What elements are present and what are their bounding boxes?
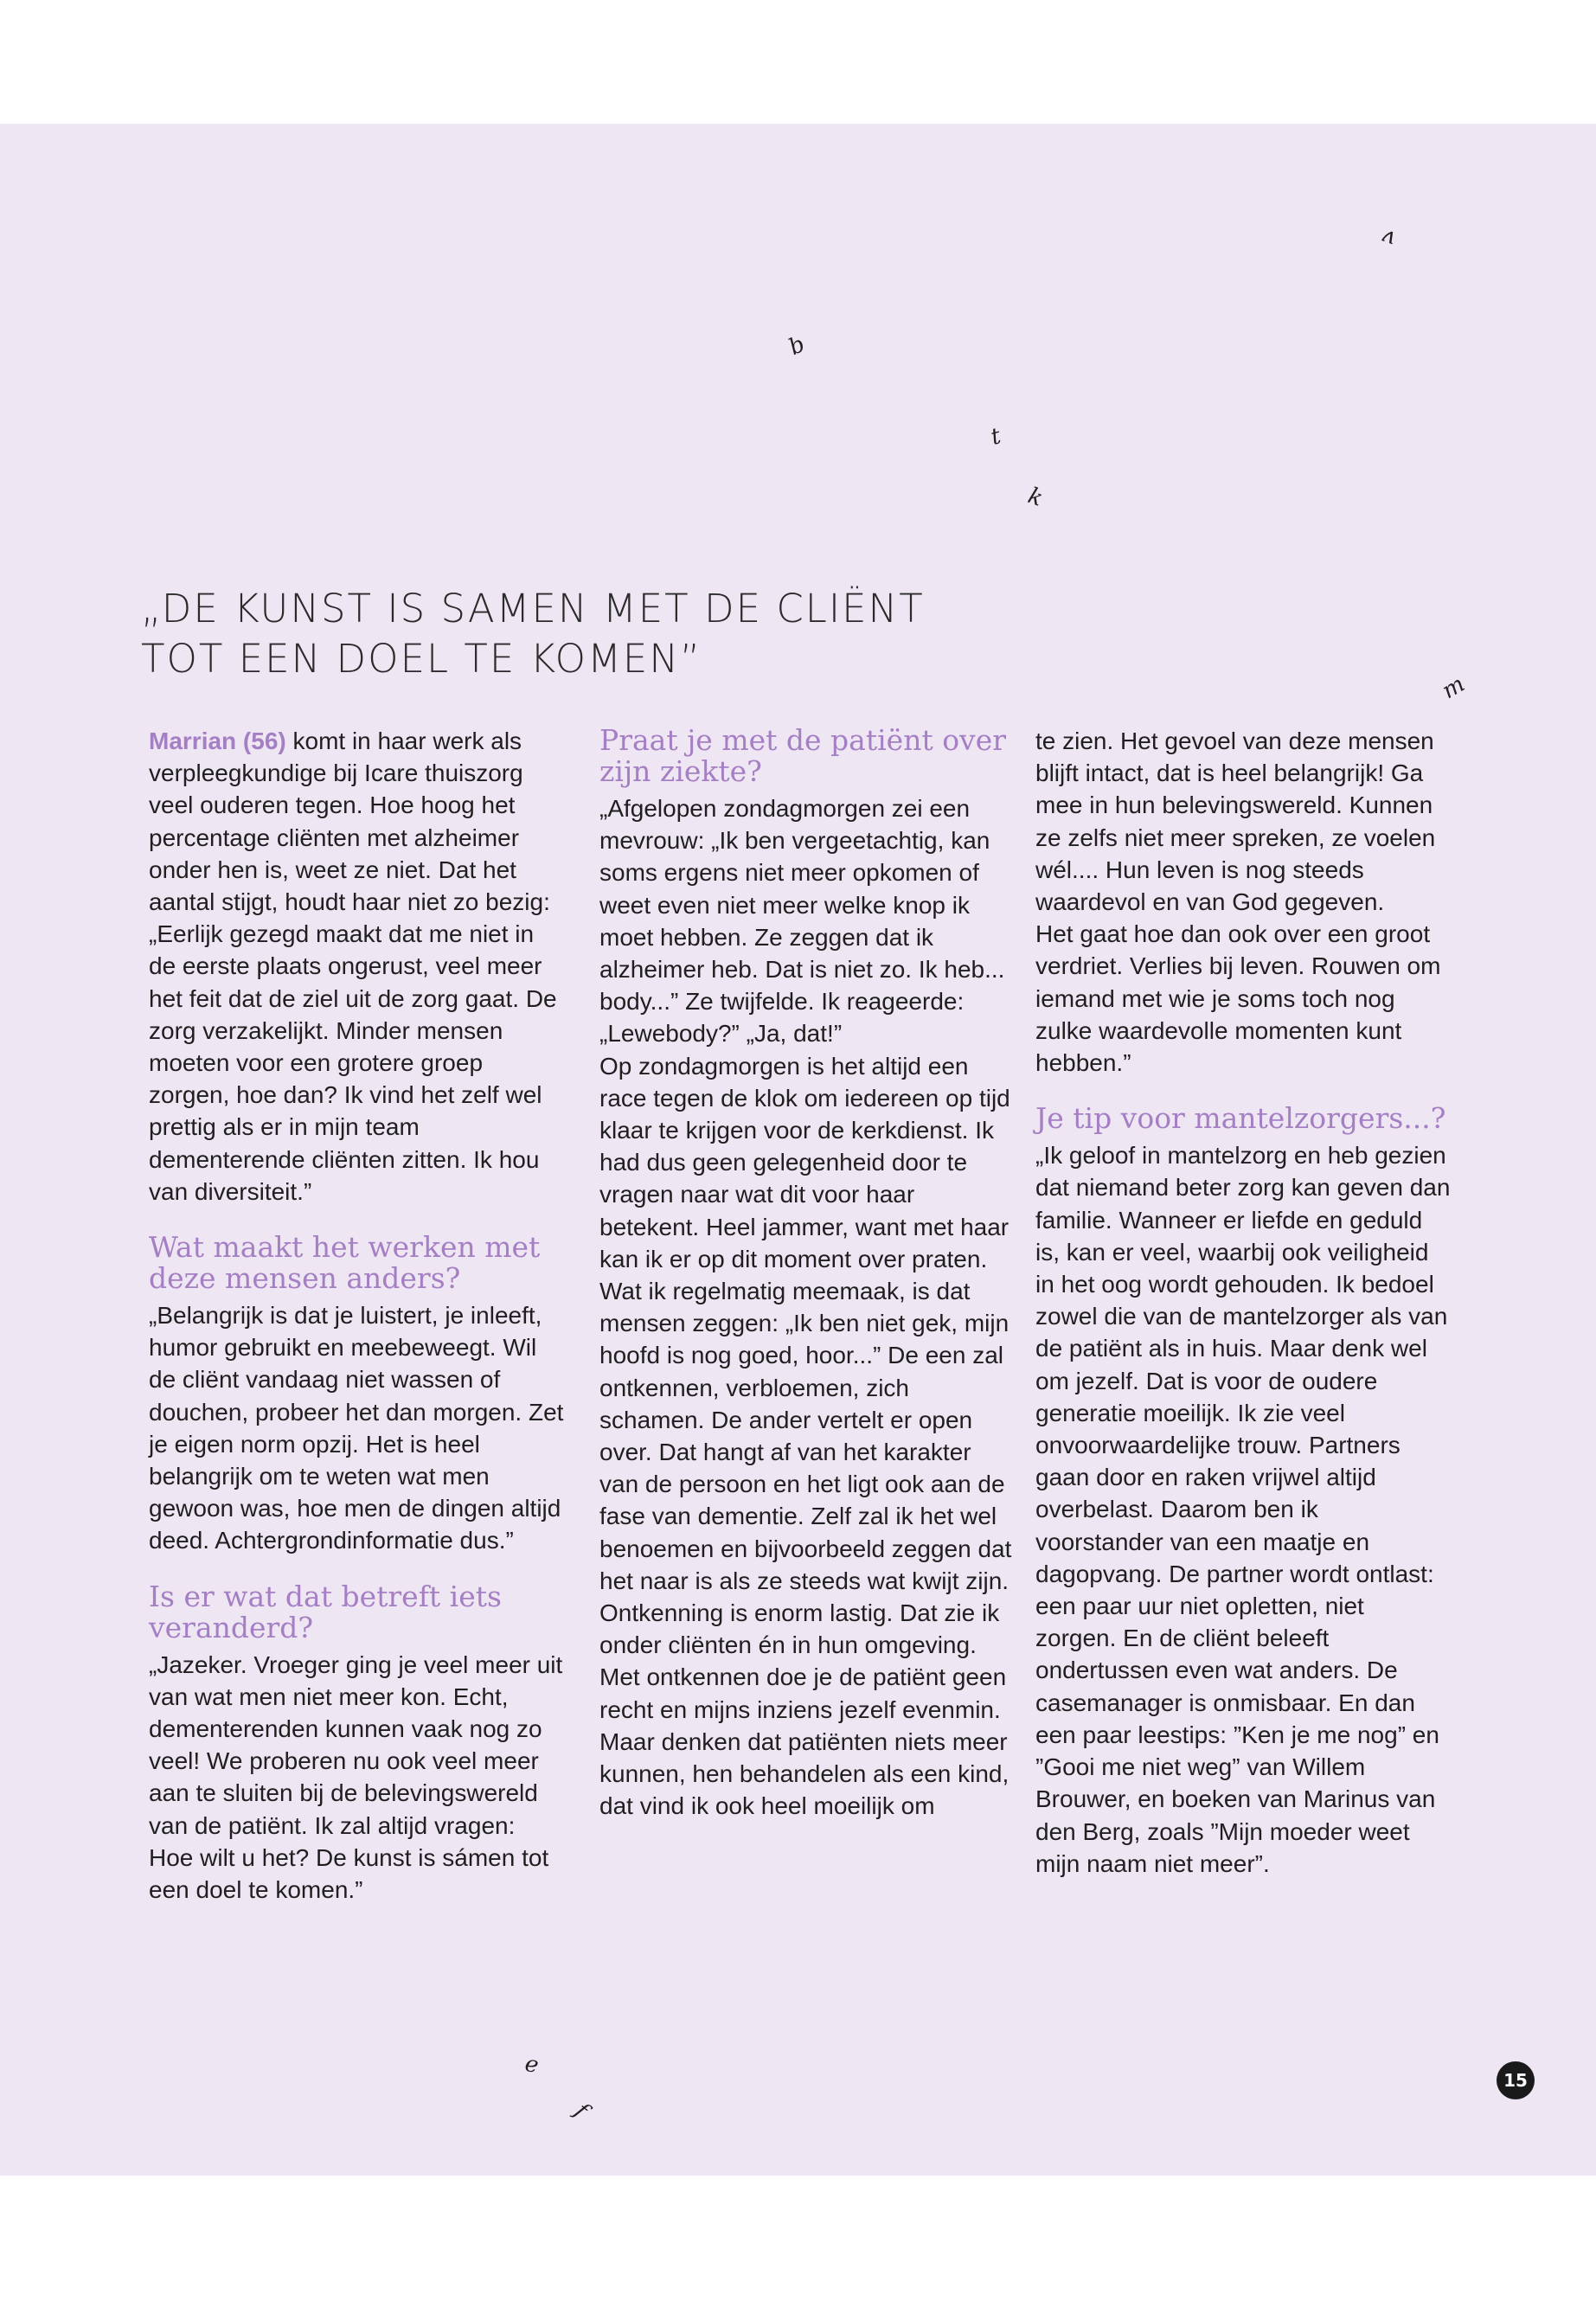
headline-line-2: TOT EEN DOEL TE KOMEN”	[141, 636, 702, 682]
headline-line-1: „DE KUNST IS SAMEN MET DE CLIËNT	[141, 586, 925, 631]
floating-letter-b: b	[785, 330, 810, 362]
page-number-badge: 15	[1497, 2061, 1535, 2099]
floating-letter-k: k	[1024, 483, 1047, 512]
answer-paragraph-4: „Ik geloof in mantelzorg en heb gezien dat niemand beter zorg kan geven dan familie. Wanneer er liefde en geduld is, kan er veel, waarbij ook veiligheid in het oog wordt gehouden. Ik bedoel zowel die van de mantelzorger als van de patiënt als in huis. Maar denk wel om jezelf. Dat is voor de oudere generatie moeilijk. Ik zie veel onvoorwaardelijke trouw. Partners gaan door en raken vrijwel altijd overbelast. Daarom ben ik voorstander van een maatje en dagopvang. De partner wordt ontlast: een paar uur niet opletten, niet zorgen. En de cliënt beleeft ondertussen even wat anders. De casemanager is onmisbaar. En dan een paar leestips: ”Ken je me nog” en ”Gooi me niet weg” van Willem Brouwer, en boeken van Marinus van den Berg, zoals ”Mijn moeder weet mijn naam niet meer”.	[1035, 1142, 1451, 1877]
article-column-3	[1035, 725, 1451, 1880]
answer-paragraph-3b: Op zondagmorgen is het altijd een race tegen de klok om iedereen op tijd klaar te krijgen voor de kerkdienst. Ik had dus geen gelegenheid door te vragen naar wat dit voor haar betekent. Heel jammer, want met haar kan ik er op dit moment over praten. Wat ik regelmatig meemaak, is dat mensen zeggen: „Ik ben niet gek, mijn hoofd is nog goed, hoor...” De een zal ontkennen, verbloemen, zich schamen. De ander vertelt er open over. Dat hangt af van het karakter van de persoon en het ligt ook aan de fase van dementie. Zelf zal ik het wel benoemen en bijvoorbeeld zeggen dat het naar is als ze steeds wat kwijt zijn. Ontkenning is enorm lastig. Dat zie ik onder cliënten én in hun omgeving. Met ontkennen doe je de patiënt geen recht en mijns inziens jezelf evenmin. Maar denken dat patiënten niets meer kunnen, hen behandelen als een kind, dat vind ik ook heel moeilijk om	[599, 1052, 1012, 1820]
floating-letter-m: m	[1438, 670, 1470, 705]
answer-paragraph-3a: „Afgelopen zondagmorgen zei een mevrouw: „Ik ben vergeetachtig, kan soms ergens niet meer opkomen of weet even niet meer welke knop ik moet hebben. Ze zeggen dat ik alzheimer heb. Dat is niet zo. Ik heb... body...” Ze twijfelde. Ik reageerde: „Lewebody?” „Ja, dat!”	[599, 795, 1005, 1048]
article-headline	[141, 584, 1006, 684]
answer-paragraph-3c: te zien. Het gevoel van deze mensen blijft intact, dat is heel belangrijk! Ga mee in hun belevingswereld. Kunnen ze zelfs niet meer spreken, ze voelen wél.... Hun leven is nog steeds waardevol en van God gegeven.	[1035, 727, 1436, 916]
answer-paragraph-2: „Jazeker. Vroeger ging je veel meer uit van wat men niet meer kon. Echt, dementerenden kunnen vaak nog zo veel! We proberen nu ook veel meer aan te sluiten bij de belevingswereld van de patiënt. Ik zal altijd vragen: Hoe wilt u het? De kunst is sámen tot een doel te komen.”	[149, 1650, 563, 1904]
floating-letter-t: t	[988, 423, 1004, 451]
floating-letter-f: f	[569, 2098, 593, 2124]
article-column-1	[149, 725, 564, 1906]
intro-paragraph	[149, 725, 564, 1208]
question-heading-1: Wat maakt het werken met deze mensen anders?	[149, 1230, 541, 1296]
article-column-2	[599, 725, 1015, 1823]
question-heading-3: Praat je met de patiënt over zijn ziekte?	[599, 723, 1007, 788]
answer-paragraph-1: „Belangrijk is dat je luistert, je inleeft, humor gebruikt en meebeweegt. Wil de cliënt vandaag niet wassen of douchen, probeer het dan morgen. Zet je eigen norm opzij. Het is heel belangrijk om te weten wat men gewoon was, hoe men de dingen altijd deed. Achtergrondinformatie dus.”	[149, 1302, 564, 1554]
question-heading-4: Je tip voor mantelzorgers...?	[1035, 1101, 1446, 1136]
question-heading-2: Is er wat dat betreft iets veranderd?	[149, 1579, 502, 1644]
interviewee-name: Marrian (56)	[149, 727, 286, 754]
intro-text: komt in haar werk als verpleegkundige bij Icare thuiszorg veel ouderen tegen. Hoe hoog het percentage cliënten met alzheimer onder hen is, weet ze niet. Dat het aantal stijgt, houdt haar niet zo bezig: „Eerlijk gezegd maakt dat me niet in de eerste plaats ongerust, veel meer het feit dat de ziel uit de zorg gaat. De zorg verzakelijkt. Minder mensen moeten voor een grotere groep zorgen, hoe dan? Ik vind het zelf wel prettig als er in mijn team dementerende cliënten zitten. Ik hou van diversiteit.”	[149, 727, 557, 1205]
floating-letter-e: e	[522, 2050, 541, 2080]
floating-letter-v: v	[1378, 223, 1400, 253]
answer-paragraph-3d: Het gaat hoe dan ook over een groot verdriet. Verlies bij leven. Rouwen om iemand met wie je soms toch nog zulke waardevolle momenten kunt hebben.”	[1035, 920, 1441, 1077]
